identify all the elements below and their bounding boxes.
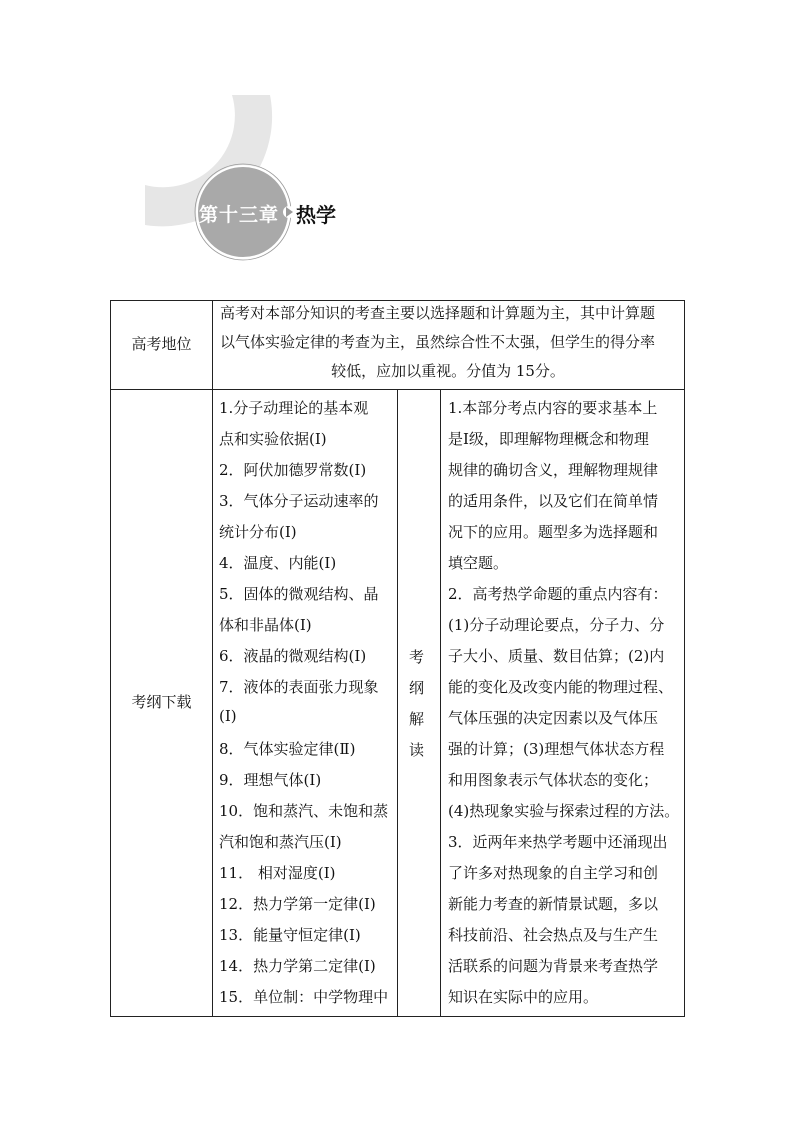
interpretation-line: 了许多对热现象的自主学习和创	[448, 864, 659, 882]
syllabus-item-line: 3．气体分子运动速率的	[219, 492, 379, 510]
syllabus-item-line: 1.分子动理论的基本观	[219, 399, 369, 417]
interpretation-line: 2．高考热学命题的重点内容有：	[448, 585, 668, 603]
interpretation-line: 的适用条件，以及它们在简单情	[448, 492, 659, 510]
syllabus-item-line: (Ⅰ)	[219, 707, 237, 725]
syllabus-item-line: 统计分布(Ⅰ)	[219, 523, 297, 541]
exam-status-line: 较低，应加以重视。分值为 15分。	[331, 362, 565, 380]
syllabus-item-line: 10．饱和蒸汽、未饱和蒸	[219, 802, 389, 820]
interpretation-label-char: 考	[409, 648, 425, 666]
syllabus-item-line: 13．能量守恒定律(Ⅰ)	[219, 926, 361, 944]
interpretation-line: 能的变化及改变内能的物理过程、	[448, 678, 674, 696]
syllabus-item-line: 8．气体实验定律(Ⅱ)	[219, 740, 356, 758]
row-label-exam-status: 高考地位	[131, 335, 192, 353]
interpretation-label-char: 纲	[409, 679, 425, 697]
interpretation-label-char: 读	[409, 741, 425, 759]
syllabus-item-line: 点和实验依据(Ⅰ)	[219, 430, 327, 448]
syllabus-item-line: 9．理想气体(Ⅰ)	[219, 771, 322, 789]
syllabus-item-line: 4．温度、内能(Ⅰ)	[219, 554, 337, 572]
syllabus-item-line: 5．固体的微观结构、晶	[219, 585, 379, 603]
interpretation-line: 1.本部分考点内容的要求基本上	[448, 399, 658, 417]
syllabus-item-line: 15．单位制：中学物理中	[219, 988, 389, 1006]
interpretation-line: 况下的应用。题型多为选择题和	[448, 523, 659, 541]
syllabus-item-line: 2．阿伏加德罗常数(Ⅰ)	[219, 461, 367, 479]
interpretation-line: 新能力考查的新情景试题，多以	[448, 895, 659, 913]
interpretation-line: 气体压强的决定因素以及气体压	[448, 709, 659, 727]
chapter-title: 热学	[296, 203, 336, 227]
syllabus-item-line: 12．热力学第一定律(Ⅰ)	[219, 895, 376, 913]
chapter-header-graphic	[0, 0, 400, 280]
exam-table	[110, 300, 685, 1017]
interpretation-line: 科技前沿、社会热点及与生产生	[448, 926, 659, 944]
interpretation-line: 知识在实际中的应用。	[448, 988, 599, 1006]
row-label-syllabus: 考纲下载	[131, 693, 192, 711]
interpretation-line: 强的计算；(3)理想气体状态方程	[448, 740, 665, 758]
interpretation-line: 活联系的问题为背景来考查热学	[448, 957, 659, 975]
syllabus-item-line: 7．液体的表面张力现象	[219, 678, 379, 696]
syllabus-item-line: 11． 相对湿度(Ⅰ)	[219, 864, 336, 882]
interpretation-line: 填空题。	[448, 554, 509, 572]
interpretation-line: 子大小、质量、数目估算；(2)内	[448, 647, 665, 665]
syllabus-item-line: 体和非晶体(Ⅰ)	[219, 616, 312, 634]
exam-status-line: 高考对本部分知识的考查主要以选择题和计算题为主，其中计算题	[220, 304, 656, 322]
exam-status-line: 以气体实验定律的考查为主，虽然综合性不太强，但学生的得分率	[220, 333, 656, 351]
interpretation-label-char: 解	[409, 710, 425, 728]
interpretation-line: 3．近两年来热学考题中还涌现出	[448, 833, 668, 851]
chapter-number: 第十三章	[199, 204, 280, 226]
interpretation-line: 规律的确切含义，理解物理规律	[448, 461, 659, 479]
interpretation-line: 是Ⅰ级，即理解物理概念和物理	[448, 430, 649, 448]
interpretation-line: (1)分子动理论要点，分子力、分	[448, 616, 665, 634]
syllabus-item-line: 14．热力学第二定律(Ⅰ)	[219, 957, 376, 975]
interpretation-line: (4)热现象实验与探索过程的方法。	[448, 802, 680, 820]
syllabus-item-line: 6．液晶的微观结构(Ⅰ)	[219, 647, 367, 665]
syllabus-item-line: 汽和饱和蒸汽压(Ⅰ)	[219, 833, 342, 851]
interpretation-line: 和用图象表示气体状态的变化；	[448, 771, 659, 789]
